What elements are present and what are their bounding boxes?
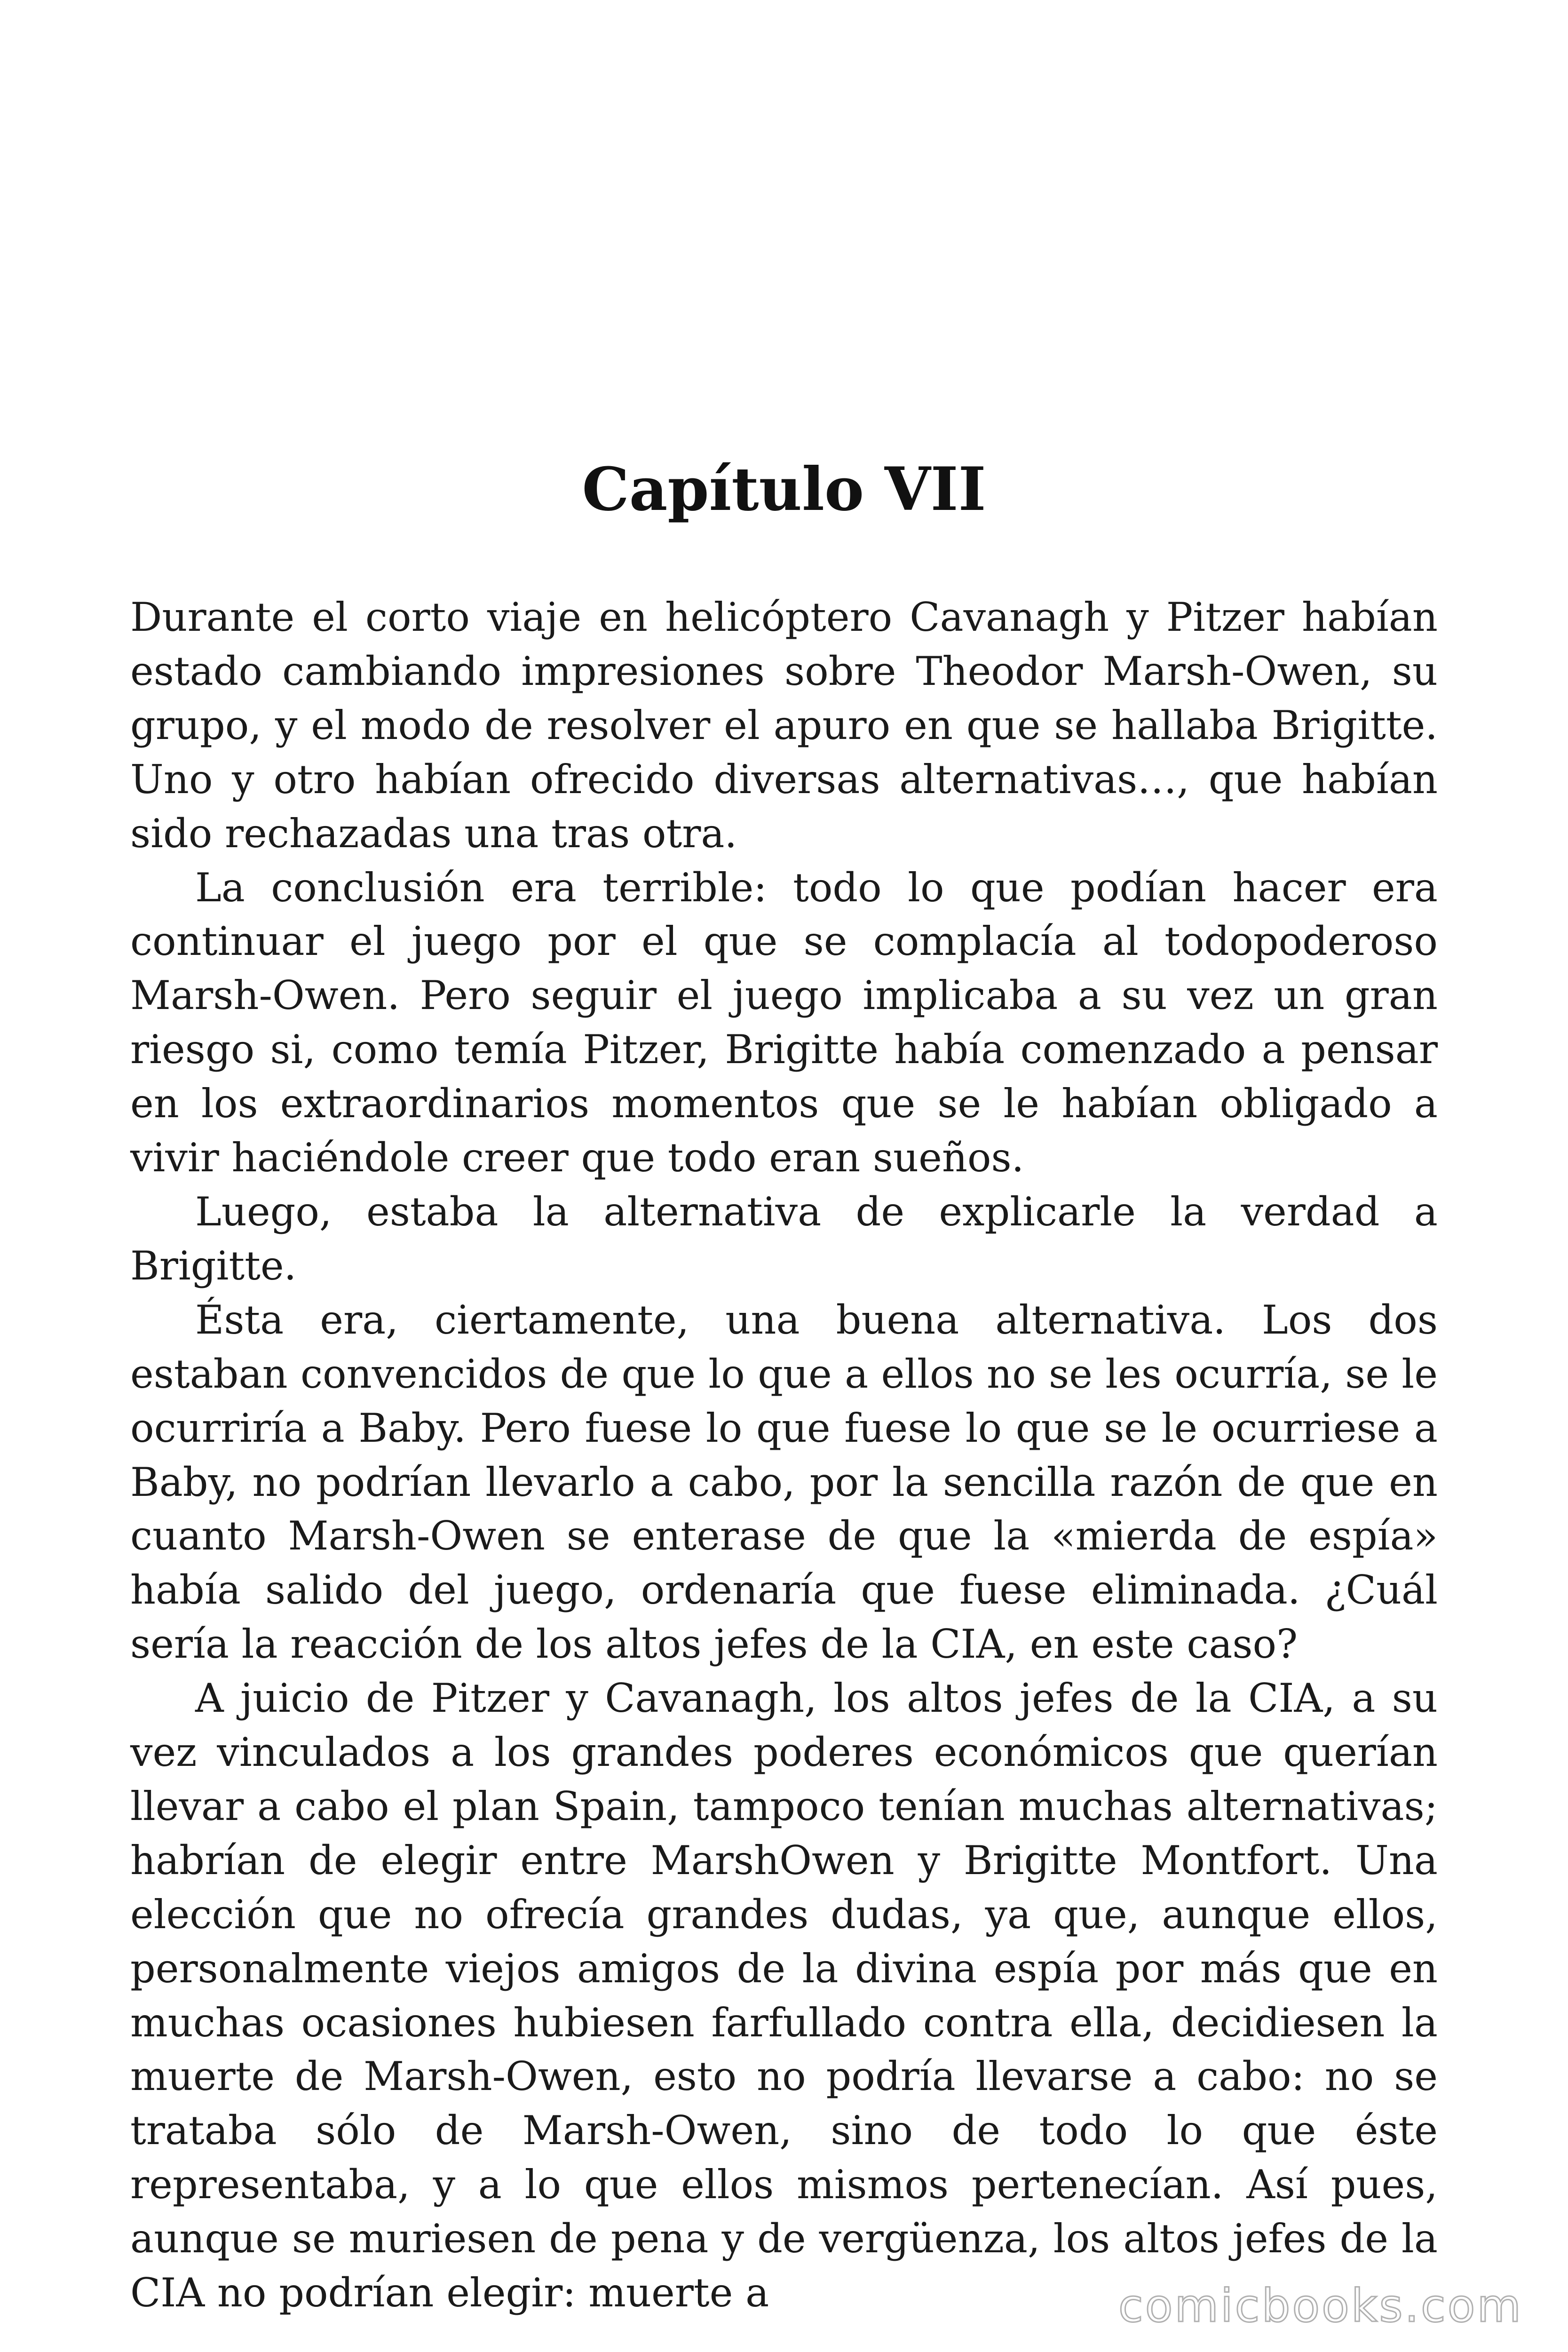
- body-text: [130, 590, 1438, 2320]
- paragraph-2: La conclusión era terrible: todo lo que podían hacer era continuar el juego por el que se complacía al todopoderoso Marsh-Owen. Pero seguir el juego implicaba a su vez un gran riesgo si, como temía Pitzer, Brigitte había comenzado a pensar en los extraordinarios momentos que se le habían obligado a vivir haciéndole creer que todo eran sueños.: [130, 864, 1438, 1181]
- chapter-title: Capítulo VII: [582, 454, 986, 524]
- paragraph-1: Durante el corto viaje en helicóptero Cavanagh y Pitzer habían estado cambiando impresiones sobre Theodor Marsh-Owen, su grupo, y el modo de resolver el apuro en que se hallaba Brigitte. Uno y otro habían ofrecido diversas alternativas…, que habían sido rechazadas una tras otra.: [130, 594, 1438, 857]
- paragraph-5: A juicio de Pitzer y Cavanagh, los altos jefes de la CIA, a su vez vinculados a los grandes poderes económicos que querían llevar a cabo el plan Spain, tampoco tenían muchas alternativas; habrían de elegir entre MarshOwen y Brigitte Montfort. Una elección que no ofrecía grandes dudas, ya que, aunque ellos, personalmente viejos amigos de la divina espía por más que en muchas ocasiones hubiesen farfullado contra ella, decidiesen la muerte de Marsh-Owen, esto no podría llevarse a cabo: no se trataba sólo de Marsh-Owen, sino de todo lo que éste representaba, y a lo que ellos mismos pertenecían. Así pues, aunque se muriesen de pena y de vergüenza, los altos jefes de la CIA no podrían elegir: muerte a: [130, 1675, 1438, 2316]
- paragraph-3: Luego, estaba la alternativa de explicarle la verdad a Brigitte.: [130, 1188, 1438, 1289]
- watermark: comicbooks.com: [1118, 2280, 1523, 2332]
- paragraph-4: Ésta era, ciertamente, una buena alternativa. Los dos estaban convencidos de que lo que a ellos no se les ocurría, se le ocurriría a Baby. Pero fuese lo que fuese lo que se le ocurriese a Baby, no podrían llevarlo a cabo, por la sencilla razón de que en cuanto Marsh-Owen se enterase de que la «mierda de espía» había salido del juego, ordenaría que fuese eliminada. ¿Cuál sería la reacción de los altos jefes de la CIA, en este caso?: [130, 1296, 1438, 1668]
